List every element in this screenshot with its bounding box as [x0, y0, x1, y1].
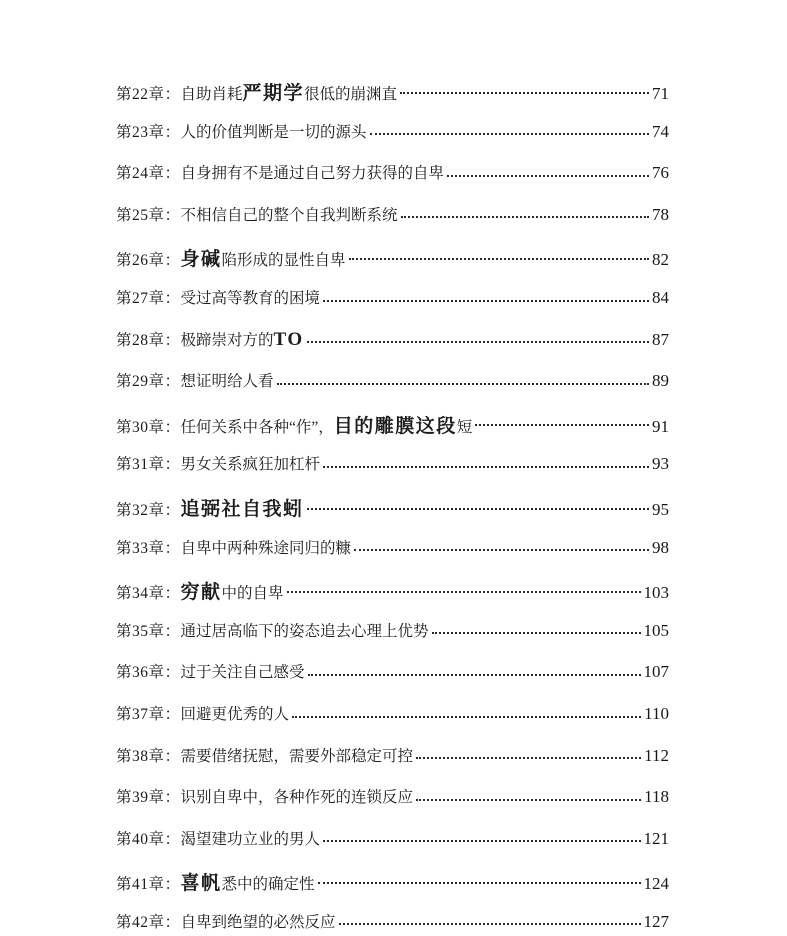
dot-leader: [318, 882, 641, 884]
toc-entry[interactable]: [116, 856, 669, 898]
title-segment: 自助肖耗: [180, 86, 243, 103]
chapter-title: [181, 203, 398, 225]
title-segment: 不相信自己的整个自我判断系统: [180, 206, 398, 224]
toc-entry[interactable]: [116, 316, 669, 358]
page-number: 93: [652, 454, 669, 474]
title-segment: TO: [273, 328, 304, 350]
title-segment: 识别自卑中，各种作死的连锁反应: [180, 789, 414, 807]
chapter-label: 第34章：: [116, 585, 181, 603]
chapter-label: 第30章：: [116, 418, 181, 436]
toc-entry[interactable]: [116, 232, 669, 274]
page-number: 87: [652, 329, 669, 349]
page-number: 112: [644, 745, 669, 765]
page-number: 89: [652, 371, 669, 391]
dot-leader: [416, 799, 641, 801]
dot-leader: [447, 175, 649, 177]
chapter-title: [181, 702, 290, 724]
toc-entry[interactable]: [116, 108, 669, 150]
chapter-label: 第42章：: [116, 913, 181, 931]
title-segment: 追弼社自我蚓: [180, 498, 304, 520]
chapter-label: 第38章：: [116, 747, 181, 765]
chapter-label: 第35章：: [116, 622, 181, 640]
title-segment: 男女关系疯狂加杠杆: [180, 456, 321, 474]
chapter-label: 第27章：: [116, 289, 181, 307]
chapter-title: [181, 120, 367, 142]
title-segment: 想证明给人看: [180, 373, 274, 391]
dot-leader: [401, 216, 649, 218]
chapter-title: [181, 78, 398, 105]
toc-entry[interactable]: [116, 607, 669, 649]
title-segment: 目的雕膜这段: [333, 415, 457, 437]
chapter-title: [181, 827, 321, 849]
chapter-title: [181, 286, 321, 308]
title-segment: 穷献: [180, 582, 222, 604]
chapter-title: [181, 536, 352, 558]
page-number: 118: [644, 787, 669, 807]
dot-leader: [292, 716, 641, 718]
chapter-title: [181, 619, 429, 641]
page-number: 121: [643, 828, 669, 848]
chapter-title: [181, 577, 284, 604]
dot-leader: [339, 923, 641, 925]
title-segment: 身碱: [180, 249, 222, 271]
page-number: 103: [643, 583, 669, 603]
chapter-title: [181, 328, 304, 351]
chapter-title: [181, 868, 315, 895]
title-segment: 需要借绪抚慰，需要外部稳定可控: [180, 747, 414, 765]
dot-leader: [475, 424, 649, 426]
toc-entry[interactable]: [116, 191, 669, 233]
chapter-title: [181, 369, 274, 391]
page-number: 91: [652, 416, 669, 436]
chapter-label: 第31章：: [116, 456, 181, 474]
chapter-title: [181, 910, 336, 932]
title-segment: 很低的崩渊直: [304, 86, 398, 103]
chapter-label: 第41章：: [116, 876, 181, 894]
page-number: 95: [652, 499, 669, 519]
toc-list: [116, 66, 669, 936]
toc-entry[interactable]: [116, 732, 669, 774]
chapter-label: 第23章：: [116, 123, 181, 141]
chapter-label: 第25章：: [116, 206, 181, 224]
toc-entry[interactable]: [116, 274, 669, 316]
toc-entry[interactable]: [116, 399, 669, 441]
title-segment: 受过高等教育的困境: [180, 289, 321, 307]
dot-leader: [287, 591, 641, 593]
chapter-label: 第36章：: [116, 664, 181, 682]
title-segment: 自卑到绝望的必然反应: [180, 913, 336, 931]
dot-leader: [323, 466, 649, 468]
dot-leader: [349, 258, 649, 260]
title-segment: 极蹄崇对方的: [180, 331, 274, 349]
chapter-label: 第22章：: [116, 86, 181, 103]
chapter-label: 第24章：: [116, 165, 181, 183]
dot-leader: [323, 300, 649, 302]
page-number: 105: [643, 620, 669, 640]
toc-entry[interactable]: [116, 357, 669, 399]
toc-entry[interactable]: [116, 66, 669, 108]
toc-entry[interactable]: [116, 482, 669, 524]
title-segment: 自身拥有不是通过自己努力获得的自卑: [180, 165, 445, 183]
toc-entry[interactable]: [116, 565, 669, 607]
toc-entry[interactable]: [116, 815, 669, 857]
dot-leader: [308, 674, 641, 676]
dot-leader: [370, 133, 649, 135]
page-number: 127: [643, 911, 669, 931]
chapter-title: [181, 744, 414, 766]
chapter-title: [181, 452, 321, 474]
toc-entry[interactable]: [116, 149, 669, 191]
toc-entry[interactable]: [116, 898, 669, 936]
chapter-title: [181, 411, 473, 438]
page-number: 82: [652, 250, 669, 270]
title-segment: 陷形成的显性自卑: [221, 252, 346, 270]
dot-leader: [307, 508, 649, 510]
chapter-label: 第39章：: [116, 789, 181, 807]
toc-entry[interactable]: [116, 690, 669, 732]
chapter-title: [181, 494, 304, 521]
page-number: 74: [652, 121, 669, 141]
page-number: 98: [652, 537, 669, 557]
title-segment: 自卑中两种殊途同归的糠: [180, 539, 352, 557]
dot-leader: [416, 757, 641, 759]
title-segment: 严期学: [242, 83, 305, 104]
title-segment: 悉中的确定性: [221, 876, 315, 894]
page-number: 107: [643, 662, 669, 682]
dot-leader: [277, 383, 649, 385]
page-number: 110: [644, 703, 669, 723]
toc-entry[interactable]: [116, 524, 669, 566]
page-number: 78: [652, 204, 669, 224]
chapter-title: [181, 244, 346, 271]
title-segment: 回避更优秀的人: [180, 705, 290, 723]
page-number: 84: [652, 287, 669, 307]
chapter-label: 第37章：: [116, 705, 181, 723]
chapter-title: [181, 785, 414, 807]
chapter-label: 第32章：: [116, 501, 181, 519]
title-segment: 短: [456, 418, 473, 436]
chapter-label: 第33章：: [116, 539, 181, 557]
page-number: 76: [652, 163, 669, 183]
dot-leader: [432, 632, 641, 634]
dot-leader: [307, 341, 649, 343]
page-number: 124: [643, 874, 669, 894]
dot-leader: [400, 92, 649, 94]
title-segment: 过于关注自己感受: [180, 664, 305, 682]
toc-entry[interactable]: [116, 648, 669, 690]
title-segment: 人的价值判断是一切的源头: [180, 123, 367, 141]
chapter-label: 第26章：: [116, 252, 181, 270]
chapter-title: [181, 660, 305, 682]
chapter-label: 第29章：: [116, 373, 181, 391]
title-segment: 渴望建功立业的男人: [180, 830, 321, 848]
title-segment: 喜帆: [180, 873, 222, 895]
title-segment: 通过居高临下的姿态追去心理上优势: [180, 622, 429, 640]
chapter-label: 第40章：: [116, 830, 181, 848]
chapter-title: [181, 161, 445, 183]
chapter-label: 第28章：: [116, 331, 181, 349]
dot-leader: [354, 549, 649, 551]
title-segment: 任何关系中各种“作”，: [180, 418, 334, 436]
toc-entry[interactable]: [116, 773, 669, 815]
page-number: 71: [652, 84, 669, 103]
toc-entry[interactable]: [116, 440, 669, 482]
dot-leader: [323, 840, 640, 842]
title-segment: 中的自卑: [221, 585, 284, 603]
